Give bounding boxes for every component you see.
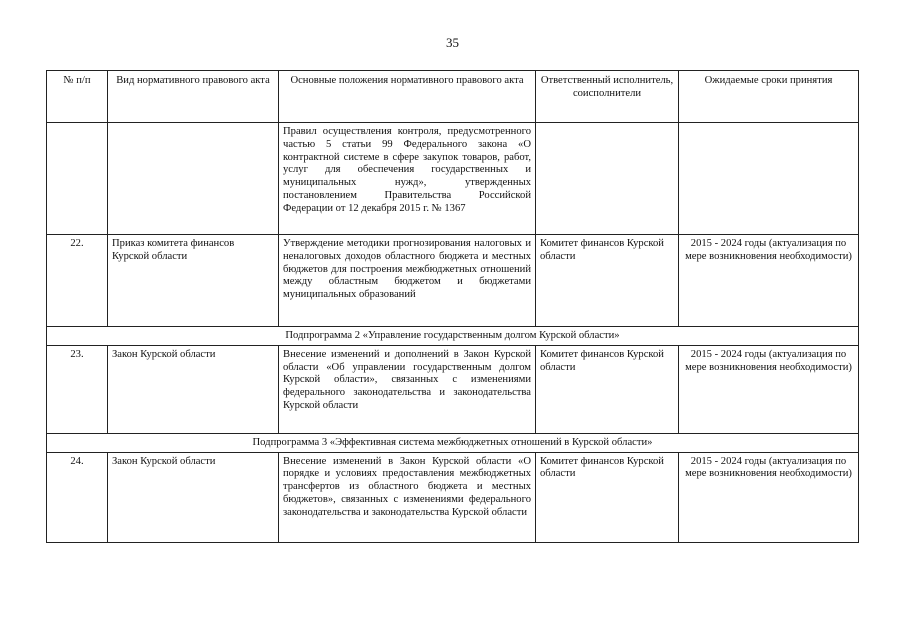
header-content: Основные положения нормативного правового акта: [279, 71, 536, 123]
cell-responsible: [536, 123, 679, 235]
subprogram-row: [47, 327, 859, 346]
cell-deadline: 2015 - 2024 годы (актуализация по мере возникновения необходимости): [679, 345, 859, 433]
header-responsible: Ответственный исполнитель, соисполнители: [536, 71, 679, 123]
subprogram-title: Подпрограмма 2 «Управление государственным долгом Курской области»: [47, 327, 859, 346]
cell-responsible: Комитет финансов Курской области: [536, 235, 679, 327]
cell-num: [47, 123, 108, 235]
table-row-23: [47, 345, 859, 433]
cell-deadline: [679, 123, 859, 235]
cell-content: Правил осуществления контроля, предусмотренного частью 5 статьи 99 Федерального закона «О контрактной системе в сфере закупок товаров, работ, услуг для обеспечения государственных и муниципальных нужд», утвержденных постановлением Правительства Российской Федерации от 12 декабря 2015 г. № 1367: [279, 123, 536, 235]
cell-num: 22.: [47, 235, 108, 327]
cell-num: 24.: [47, 452, 108, 542]
cell-responsible: Комитет финансов Курской области: [536, 345, 679, 433]
cell-deadline: 2015 - 2024 годы (актуализация по мере возникновения необходимости): [679, 452, 859, 542]
header-deadline: Ожидаемые сроки принятия: [679, 71, 859, 123]
cell-type: Приказ комитета финансов Курской области: [108, 235, 279, 327]
cell-deadline: 2015 - 2024 годы (актуализация по мере возникновения необходимости): [679, 235, 859, 327]
regulatory-acts-table: [46, 70, 859, 543]
cell-num: 23.: [47, 345, 108, 433]
cell-content: Внесение изменений в Закон Курской области «О порядке и условиях предоставления межбюджетных трансфертов из областного бюджета и местных бюджетов», связанных с изменениями федерального законодательства и законодательства Курской области: [279, 452, 536, 542]
cell-type: Закон Курской области: [108, 345, 279, 433]
table-row-24: [47, 452, 859, 542]
cell-responsible: Комитет финансов Курской области: [536, 452, 679, 542]
cell-content: Утверждение методики прогнозирования налоговых и неналоговых доходов областного бюджета и местных бюджетов для построения межбюджетных отношений между областным бюджетом и бюджетами муниципальных образований: [279, 235, 536, 327]
page-number: 35: [446, 35, 459, 50]
cell-content: Внесение изменений и дополнений в Закон Курской области «Об управлении государственным долгом Курской области», связанных с изменениями федерального законодательства и законодательства Курской области: [279, 345, 536, 433]
header-num: № п/п: [47, 71, 108, 123]
table-header-row: [47, 71, 859, 123]
subprogram-row: [47, 433, 859, 452]
table-row-continuation: [47, 123, 859, 235]
header-act-type: Вид нормативного правового акта: [108, 71, 279, 123]
subprogram-title: Подпрограмма 3 «Эффективная система межбюджетных отношений в Курской области»: [47, 433, 859, 452]
cell-type: [108, 123, 279, 235]
cell-type: Закон Курской области: [108, 452, 279, 542]
table-row-22: [47, 235, 859, 327]
